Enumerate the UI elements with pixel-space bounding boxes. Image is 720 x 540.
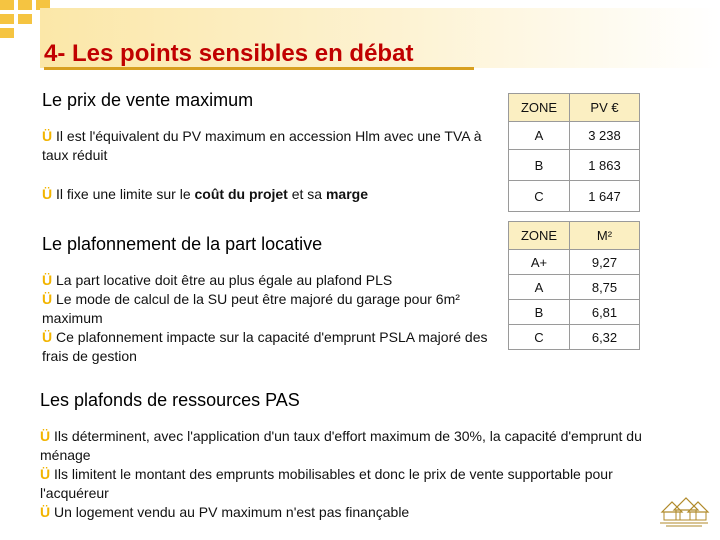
bullet-text-part: Il fixe une limite sur le <box>56 186 195 202</box>
arrow-bullet-icon: Ü <box>42 186 53 202</box>
table-row <box>509 275 640 300</box>
table-cell-value: 1 863 <box>570 150 640 181</box>
table-cell-zone: A <box>509 275 570 300</box>
table-cell-value: 3 238 <box>570 122 640 150</box>
arrow-bullet-icon: Ü <box>42 128 53 144</box>
bullet-capacite-emprunt <box>42 328 507 366</box>
title-underline <box>44 67 474 70</box>
page-title: 4- Les points sensibles en débat <box>44 40 414 67</box>
bullet-montant-emprunts <box>40 465 670 503</box>
arrow-bullet-icon: Ü <box>42 272 53 288</box>
bullet-pv-equivalent <box>42 127 507 165</box>
bullet-bold-cout: coût du projet <box>194 186 288 202</box>
bullet-limite-cout <box>42 185 507 204</box>
bullet-text: Le mode de calcul de la SU peut être majoré du garage pour 6m² maximum <box>42 291 460 326</box>
table-row <box>509 300 640 325</box>
table-cell-zone: B <box>509 300 570 325</box>
bullets-plafonds-ressources <box>40 427 670 522</box>
arrow-bullet-icon: Ü <box>40 504 51 520</box>
bullet-text: La part locative doit être au plus égale au plafond PLS <box>56 272 393 288</box>
table-row <box>509 181 640 212</box>
table-header-zone: ZONE <box>509 222 570 250</box>
bullets-part-locative <box>42 271 507 366</box>
table-header-m2: M² <box>570 222 640 250</box>
bullet-capacite-menage <box>40 427 670 465</box>
table-cell-zone: A+ <box>509 250 570 275</box>
table-row <box>509 150 640 181</box>
table-m2-zone <box>508 221 640 350</box>
bullet-calcul-su <box>42 290 507 328</box>
table-cell-value: 6,81 <box>570 300 640 325</box>
bullet-bold-marge: marge <box>325 186 369 202</box>
section-heading-plafonds-ressources: Les plafonds de ressources PAS <box>40 390 300 410</box>
table-cell-zone: B <box>509 150 570 181</box>
table-cell-value: 9,27 <box>570 250 640 275</box>
table-cell-zone: A <box>509 122 570 150</box>
table-row <box>509 122 640 150</box>
bullet-text: Ils déterminent, avec l'application d'un taux d'effort maximum de 30%, la capacité d'emprunt du ménage <box>40 428 642 463</box>
table-cell-value: 6,32 <box>570 325 640 350</box>
organization-logo <box>658 494 710 528</box>
bullet-text: Un logement vendu au PV maximum n'est pas finançable <box>54 504 410 520</box>
table-pv-zone <box>508 93 640 212</box>
bullet-text: Ils limitent le montant des emprunts mobilisables et donc le prix de vente supportable pour l'acquéreur <box>40 466 613 501</box>
arrow-bullet-icon: Ü <box>42 291 53 307</box>
bullet-non-financable <box>40 503 670 522</box>
table-row <box>509 250 640 275</box>
table-cell-value: 1 647 <box>570 181 640 212</box>
table-cell-zone: C <box>509 181 570 212</box>
arrow-bullet-icon: Ü <box>40 428 51 444</box>
bullet-text: Il est l'équivalent du PV maximum en accession Hlm avec une TVA à taux réduit <box>42 128 482 163</box>
table-cell-zone: C <box>509 325 570 350</box>
table-header-row <box>509 94 640 122</box>
table-header-zone: ZONE <box>509 94 570 122</box>
arrow-bullet-icon: Ü <box>42 329 53 345</box>
section-heading-plafonnement: Le plafonnement de la part locative <box>42 234 323 254</box>
bullet-text: Ce plafonnement impacte sur la capacité d'emprunt PSLA majoré des frais de gestion <box>42 329 488 364</box>
table-header-row <box>509 222 640 250</box>
section-heading-prix-vente: Le prix de vente maximum <box>42 90 254 110</box>
table-header-pv: PV € <box>570 94 640 122</box>
table-cell-value: 8,75 <box>570 275 640 300</box>
bullet-text-part: et sa <box>287 186 326 202</box>
bullet-plafond-pls <box>42 271 507 290</box>
arrow-bullet-icon: Ü <box>40 466 51 482</box>
table-row <box>509 325 640 350</box>
